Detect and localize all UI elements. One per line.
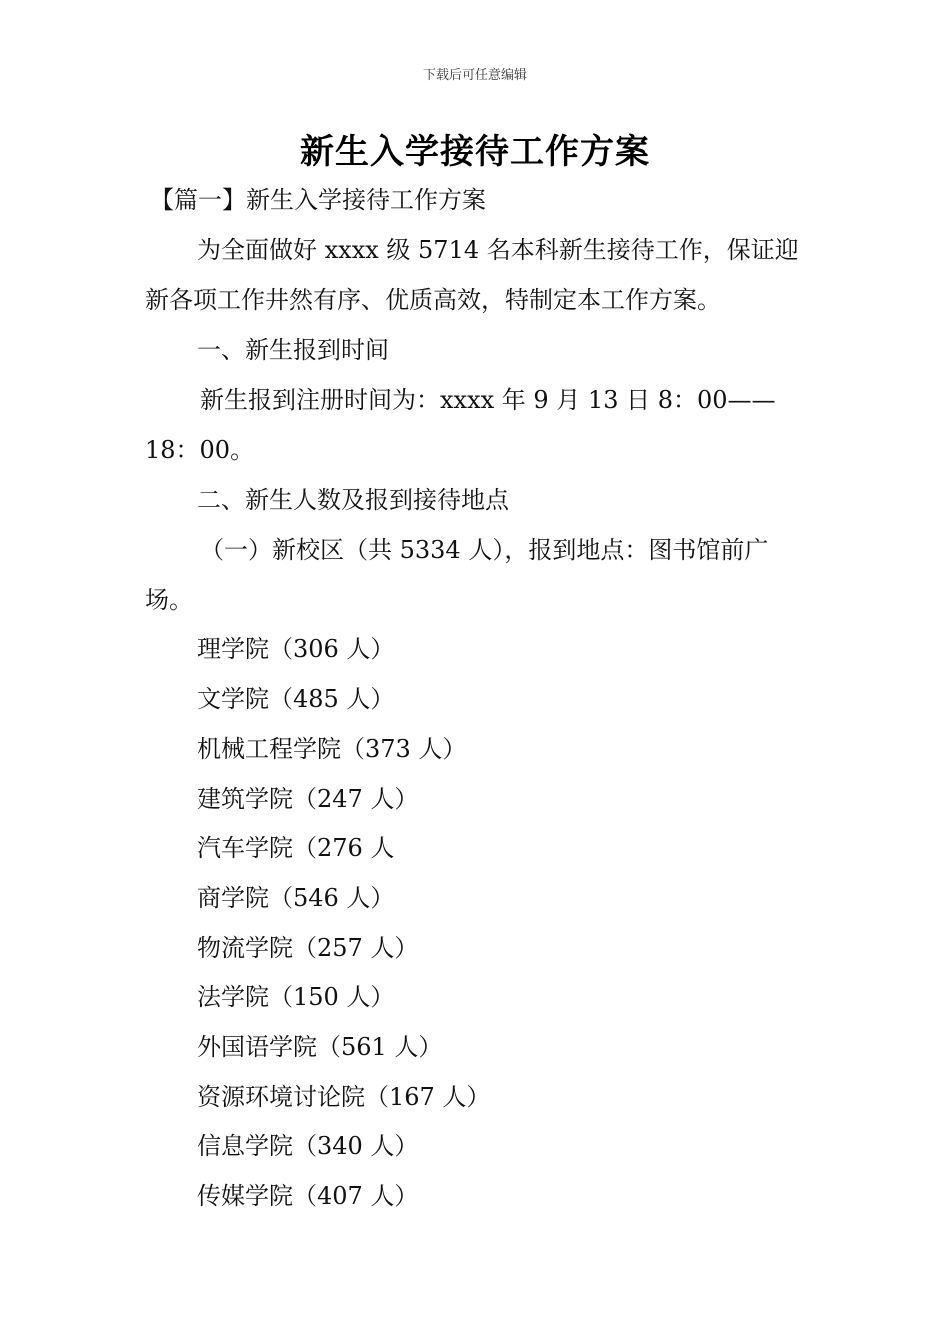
- college-item: 理学院（306 人）: [197, 635, 395, 663]
- section-2-heading: 二、新生人数及报到接待地点: [197, 486, 509, 514]
- intro-paragraph-line-1: 为全面做好 xxxx 级 5714 名本科新生接待工作，保证迎: [197, 236, 799, 264]
- college-item: 商学院（546 人）: [197, 884, 395, 912]
- registration-time-line-2: 18：00。: [145, 436, 255, 464]
- college-item: 建筑学院（247 人）: [197, 785, 419, 813]
- intro-paragraph-line-2: 新各项工作井然有序、优质高效，特制定本工作方案。: [145, 286, 721, 314]
- college-item: 文学院（485 人）: [197, 685, 395, 713]
- college-item: 资源环境讨论院（167 人）: [197, 1083, 491, 1111]
- college-item: 机械工程学院（373 人）: [197, 735, 467, 763]
- registration-time-line-1: 新生报到注册时间为：xxxx 年 9 月 13 日 8：00——: [200, 386, 776, 414]
- college-item: 外国语学院（561 人）: [197, 1033, 443, 1061]
- college-item: 信息学院（340 人）: [197, 1132, 419, 1160]
- college-item: 传媒学院（407 人）: [197, 1182, 419, 1210]
- college-item: 汽车学院（276 人: [197, 834, 395, 862]
- college-item: 法学院（150 人）: [197, 983, 395, 1011]
- campus-line-2: 场。: [145, 586, 193, 614]
- document-title: 新生入学接待工作方案: [300, 132, 650, 172]
- section-heading: 【篇一】新生入学接待工作方案: [150, 186, 486, 214]
- section-1-heading: 一、新生报到时间: [197, 336, 389, 364]
- campus-line-1: （一）新校区（共 5334 人），报到地点：图书馆前广: [200, 536, 769, 564]
- college-item: 物流学院（257 人）: [197, 934, 419, 962]
- header-note: 下载后可任意编辑: [422, 68, 527, 83]
